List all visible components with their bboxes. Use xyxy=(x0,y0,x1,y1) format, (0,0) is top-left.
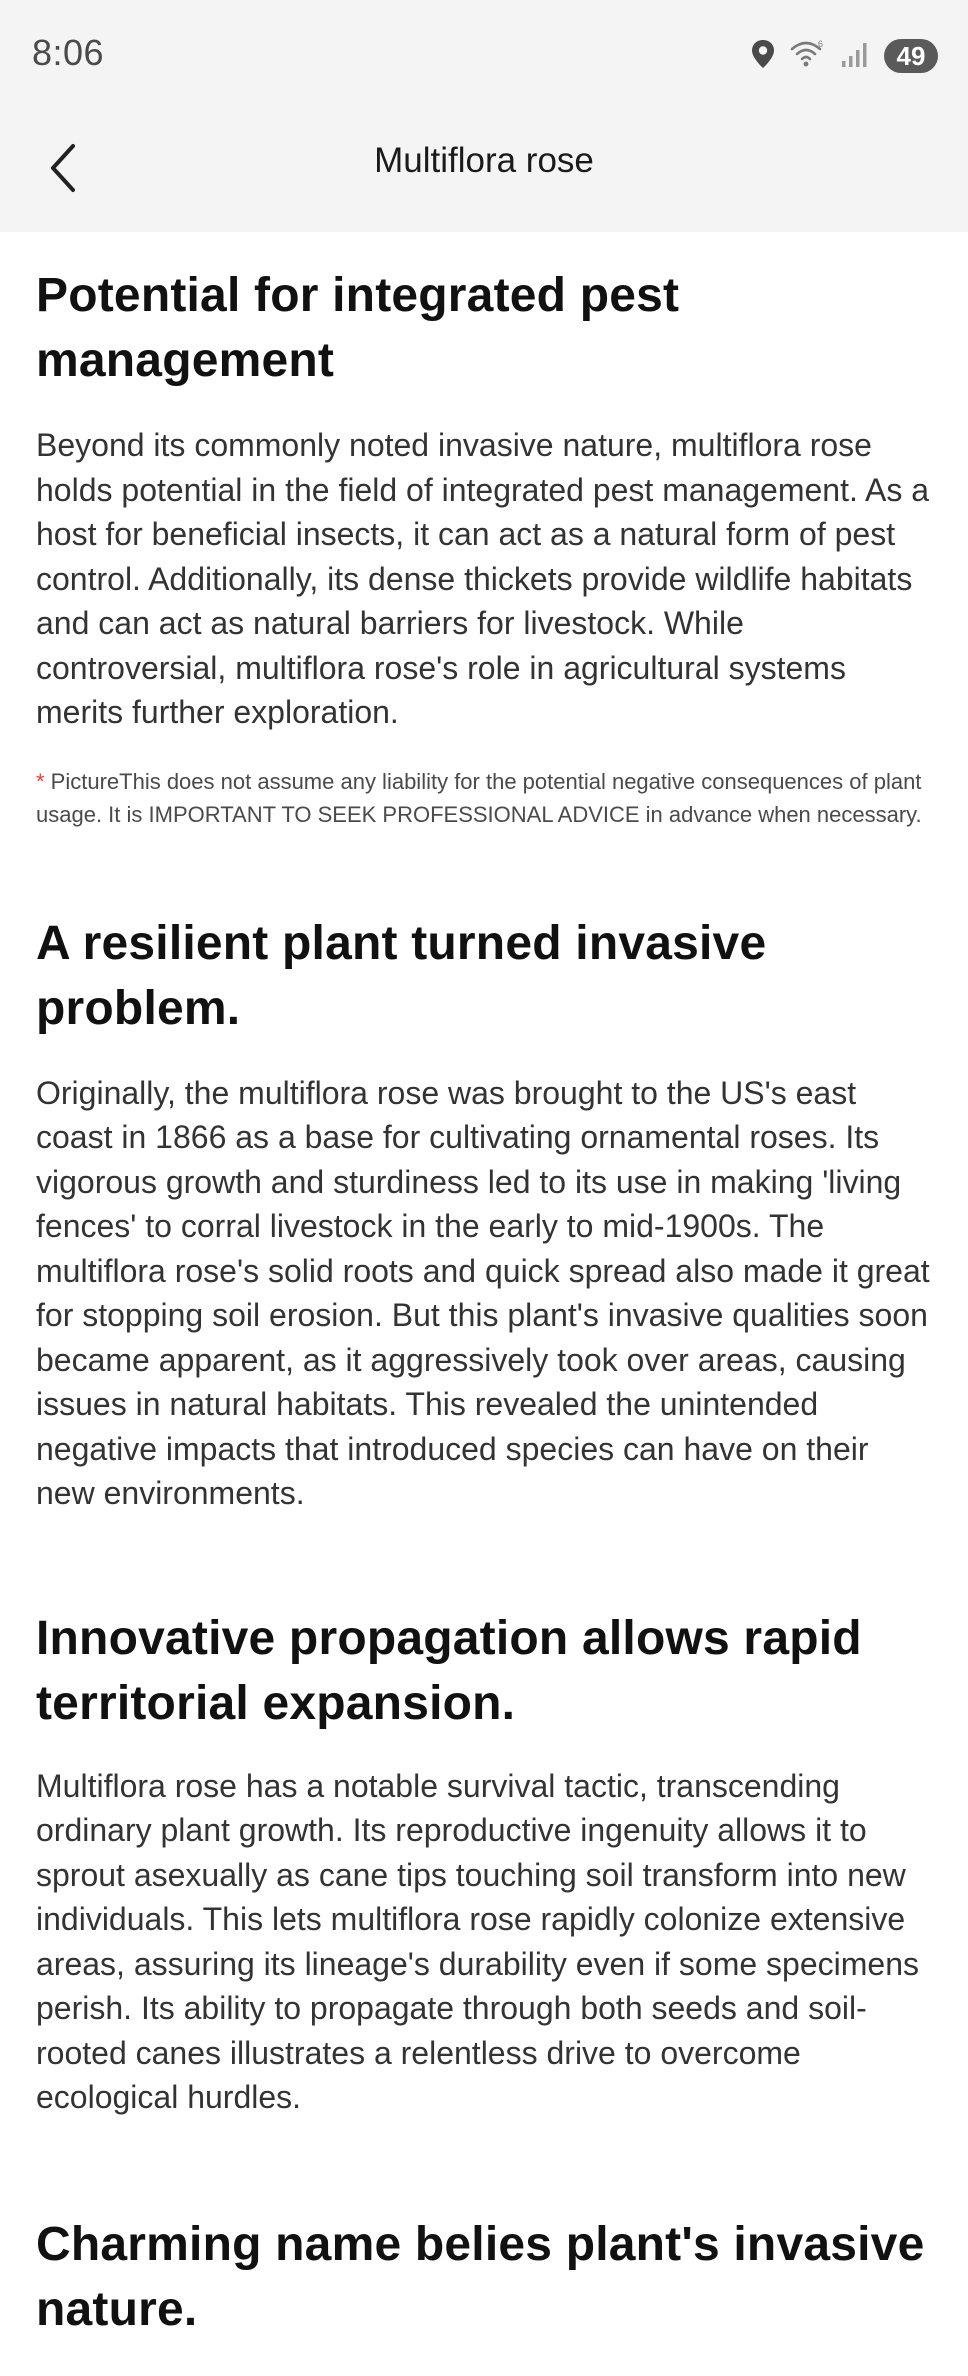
wifi-icon xyxy=(790,39,826,74)
section-integrated-pest-management xyxy=(36,263,936,831)
section-heading: A resilient plant turned invasive problem. xyxy=(36,916,767,1035)
disclaimer-text xyxy=(36,765,936,831)
section-body: Originally, the multiflora rose was brought to the US's east coast in 1866 as a base for cultivating ornamental roses. Its vigorous growth and sturdiness led to its use in making 'living fences' to corral livestock in the early to mid-1900s. The multiflora rose's solid roots and quick spread also made it great for stopping soil erosion. But this plant's invasive qualities soon became apparent, as it aggressively took over areas, causing issues in natural habitats. This revealed the unintended negative impacts that introduced species can have on their new environments. xyxy=(36,1074,930,1511)
top-app-bar xyxy=(0,110,968,232)
battery-icon: 49 xyxy=(884,39,938,73)
disclaimer-asterisk: * xyxy=(36,768,45,794)
location-icon xyxy=(750,39,776,74)
page-title: Multiflora rose xyxy=(374,141,594,180)
disclaimer-body: PictureThis does not assume any liability for the potential negative consequences of plant usage. It is IMPORTANT TO SEEK PROFESSIONAL ADVICE in advance when necessary. xyxy=(36,768,922,827)
status-time: 8:06 xyxy=(32,32,105,73)
signal-icon xyxy=(840,39,870,74)
status-icons xyxy=(750,36,938,76)
section-innovative-propagation xyxy=(36,1606,936,2120)
svg-text:6: 6 xyxy=(818,38,824,49)
status-bar xyxy=(0,0,968,110)
section-heading: Charming name belies plant's invasive nature. xyxy=(36,2217,925,2336)
section-heading: Potential for integrated pest management xyxy=(36,269,680,387)
section-body: Beyond its commonly noted invasive nature, multiflora rose holds potential in the field of integrated pest management. As a host for beneficial insects, it can act as a natural form of pest control. Additionally, its dense thickets provide wildlife habitats and can act as natural barriers for livestock. While controversial, multiflora rose's role in agricultural systems merits further exploration. xyxy=(36,427,930,730)
section-resilient-plant xyxy=(36,911,936,1516)
section-heading: Innovative propagation allows rapid territorial expansion. xyxy=(36,1611,862,1730)
section-charming-name xyxy=(36,2212,936,2342)
article-content xyxy=(36,232,936,2342)
section-body: Multiflora rose has a notable survival tactic, transcending ordinary plant growth. Its reproductive ingenuity allows it to sprout asexually as cane tips touching soil transform into new individuals. This lets multiflora rose rapidly colonize extensive areas, assuring its lineage's durability even if some specimens perish. Its ability to propagate through both seeds and soil-rooted canes illustrates a relentless drive to overcome ecological hurdles. xyxy=(36,1767,919,2115)
